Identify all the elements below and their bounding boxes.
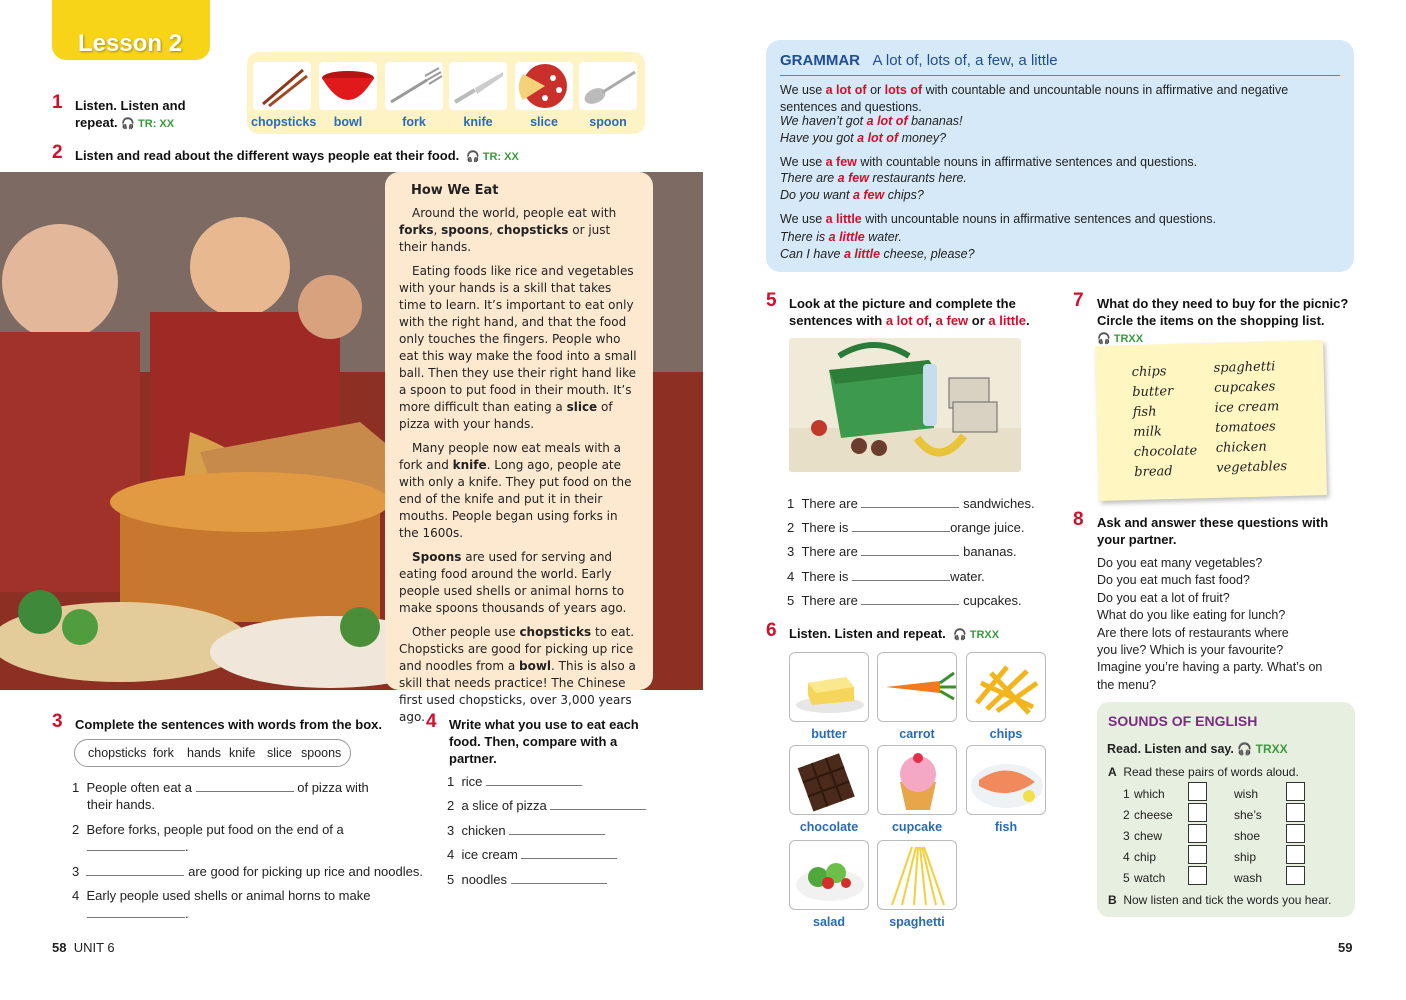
ex6-number: 6 xyxy=(766,620,777,641)
grammar-rule-2: We use a few with countable nouns in affirmative sentences and questions. xyxy=(780,155,1198,169)
ex5-item: 5 There are cupcakes. xyxy=(787,593,1022,608)
sounds-of-english-box xyxy=(1097,702,1355,917)
ex8-question: Do you eat a lot of fruit? xyxy=(1097,590,1230,605)
ex8-question: the menu? xyxy=(1097,677,1157,692)
grammar-example: Have you got a lot of money? xyxy=(780,131,947,145)
vocab-label-slice: slice xyxy=(530,115,558,129)
reading-paragraph-3: Many people now eat meals with a fork and knife. Long ago, people ate with only a knife. They put food on the end of the knife and put it in their mouths. People began using forks in the 1600s. xyxy=(399,441,632,540)
vocab-chopsticks[interactable] xyxy=(251,62,317,129)
grammar-example: There are a few restaurants here. xyxy=(780,171,967,185)
grammar-example: Can I have a little cheese, please? xyxy=(780,247,975,261)
vocab-label-knife: knife xyxy=(463,115,493,129)
ex5-blank[interactable] xyxy=(852,569,950,581)
pair-word-2: wash xyxy=(1234,871,1263,885)
pair-number: 5 xyxy=(1123,871,1130,885)
vocab-bowl[interactable] xyxy=(317,62,379,129)
vocab-label-chopsticks: chopsticks xyxy=(251,115,317,129)
food-label: chips xyxy=(989,727,1023,741)
ex8-number: 8 xyxy=(1073,509,1084,530)
pair-word-2: shoe xyxy=(1234,829,1261,843)
ex8-question: Are there lots of restaurants where xyxy=(1097,625,1289,640)
word-box-item: chopsticks xyxy=(88,746,147,760)
pair-word-2: she’s xyxy=(1234,808,1262,822)
grammar-topic: A lot of, lots of, a few, a little xyxy=(872,52,1058,69)
ex7-track[interactable]: 🎧 TRXX xyxy=(1097,333,1144,345)
ex2-track[interactable]: 🎧 TR: XX xyxy=(462,151,519,163)
ex3-number: 3 xyxy=(52,711,63,732)
ex4-blank[interactable] xyxy=(550,798,646,810)
picnic-picture xyxy=(789,338,1021,472)
ex1-track-label: TR: XX xyxy=(138,118,175,130)
ex3-sentence-2-cont: . xyxy=(87,838,189,855)
pair-word-1: chew xyxy=(1134,829,1163,843)
ex8-questions xyxy=(1097,555,1322,694)
slice-image xyxy=(515,62,573,110)
grammar-example: We haven’t got a lot of bananas! xyxy=(780,114,963,128)
ex4-number: 4 xyxy=(426,711,437,732)
pair-word-2: ship xyxy=(1234,850,1257,864)
shopping-item[interactable]: chicken xyxy=(1215,439,1267,456)
ex3-sentence-4-cont: . xyxy=(87,905,189,922)
fork-image xyxy=(385,62,443,110)
sounds-track[interactable]: 🎧 TRXX xyxy=(1237,742,1288,756)
ex5-blank[interactable] xyxy=(861,544,959,556)
shopping-item[interactable]: fish xyxy=(1132,404,1157,421)
ex3-sentence-1: 1 People often eat a of pizza with xyxy=(72,780,369,795)
ex4-item: 4 ice cream xyxy=(447,846,617,863)
shopping-item[interactable]: chocolate xyxy=(1133,443,1198,461)
word-box-item: hands xyxy=(187,746,222,760)
lesson-label: Lesson 2 xyxy=(78,30,183,57)
shopping-item[interactable]: chips xyxy=(1131,364,1167,381)
word-box-item: spoons xyxy=(301,746,342,760)
food-label: cupcake xyxy=(891,820,943,834)
ex5-item: 4 There is water. xyxy=(787,569,985,584)
shopping-item[interactable]: ice cream xyxy=(1214,399,1280,416)
ex8-question: What do you like eating for lunch? xyxy=(1097,608,1286,623)
shopping-item[interactable]: vegetables xyxy=(1216,459,1288,476)
tick-box[interactable] xyxy=(1286,866,1305,885)
ex3-sentence-4: 4 Early people used shells or animal horns to make xyxy=(72,888,371,903)
ex8-question: you live? Which is your favourite? xyxy=(1097,643,1284,658)
spoon-image xyxy=(579,62,637,110)
ex5-number: 5 xyxy=(766,290,777,311)
ex1-track[interactable]: 🎧 TR: XX xyxy=(121,118,175,130)
vocab-label-fork: fork xyxy=(402,115,426,129)
word-box xyxy=(74,739,351,767)
vocab-label-bowl: bowl xyxy=(333,115,363,129)
ex5-instruction: Look at the picture and complete the sentences with a lot of, a few or a little. xyxy=(789,296,1030,328)
ex4-item: 2 a slice of pizza xyxy=(447,797,646,814)
vocab-knife[interactable] xyxy=(447,62,509,129)
ex4-instruction: Write what you use to eat each food. Then, compare with a partner. xyxy=(449,717,639,766)
food-label: salad xyxy=(813,915,845,929)
shopping-item[interactable]: cupcakes xyxy=(1213,379,1276,396)
ex5-blank[interactable] xyxy=(861,593,959,605)
carrot-image xyxy=(877,652,957,722)
word-box-item: slice xyxy=(267,746,293,760)
tick-box[interactable] xyxy=(1286,782,1305,801)
vocabulary-strip xyxy=(247,52,645,134)
food-card-spaghetti[interactable] xyxy=(877,840,957,929)
tick-box[interactable] xyxy=(1286,803,1305,822)
tick-box[interactable] xyxy=(1188,824,1207,843)
ex2-number: 2 xyxy=(52,142,63,163)
word-box-item: knife xyxy=(229,746,256,760)
food-card-chips[interactable] xyxy=(966,652,1046,741)
ex5-blank[interactable] xyxy=(861,496,959,508)
knife-image xyxy=(449,62,507,110)
spaghetti-image xyxy=(877,840,957,910)
food-card-salad[interactable] xyxy=(789,840,869,929)
tick-box[interactable] xyxy=(1188,866,1207,885)
pair-word-1: watch xyxy=(1134,871,1166,885)
pair-word-1: which xyxy=(1134,787,1165,801)
food-label: spaghetti xyxy=(889,915,945,929)
pair-word-1: chip xyxy=(1134,850,1157,864)
grammar-rule-3: We use a little with uncountable nouns in affirmative sentences and questions. xyxy=(780,212,1216,226)
tick-box[interactable] xyxy=(1188,782,1207,801)
food-card-cupcake[interactable] xyxy=(877,745,957,834)
reading-paragraph-2: Eating foods like rice and vegetables with your hands is a skill that takes time to learn. It’s important to eat only with the right hand, and that the food only touches the fingers. People who eat this way make the food into a small ball. Then they use their right hand like a spoon to put food in their mouth. It’s more difficult than eating a slice of pizza with your hands. xyxy=(399,264,637,431)
footer-left xyxy=(52,940,115,955)
vocab-fork[interactable] xyxy=(383,62,445,129)
food-card-fish[interactable] xyxy=(966,745,1046,834)
ex8-instruction: Ask and answer these questions with your partner. xyxy=(1097,515,1329,547)
ex4-blank[interactable] xyxy=(521,847,617,859)
food-label: fish xyxy=(994,820,1018,834)
pair-number: 4 xyxy=(1123,850,1130,864)
ex1-instruction xyxy=(75,97,186,133)
lesson-tab xyxy=(52,0,210,60)
ex8-question: Imagine you’re having a party. What’s on xyxy=(1097,660,1323,675)
vocab-label-spoon: spoon xyxy=(589,115,627,129)
unit-label: UNIT 6 xyxy=(73,940,115,955)
sounds-step-b: B Now listen and tick the words you hear. xyxy=(1108,893,1332,907)
ex3-instruction: Complete the sentences with words from the box. xyxy=(75,717,382,732)
food-card-chocolate[interactable] xyxy=(789,745,869,834)
vocab-slice[interactable] xyxy=(513,62,575,129)
grammar-divider xyxy=(780,75,1340,76)
ex3-sentence-2: 2 Before forks, people put food on the end of a xyxy=(72,822,344,837)
shopping-item[interactable]: butter xyxy=(1132,383,1174,401)
food-label: carrot xyxy=(899,727,935,741)
shopping-item[interactable]: spaghetti xyxy=(1213,359,1276,376)
ex4-blank[interactable] xyxy=(511,872,607,884)
pair-word-1: cheese xyxy=(1134,808,1173,822)
ex2-instruction-text: Listen and read about the different ways people eat their food. xyxy=(75,148,460,163)
ex4-blank[interactable] xyxy=(509,823,605,835)
tick-box[interactable] xyxy=(1286,845,1305,864)
ex5-item: 1 There are sandwiches. xyxy=(787,496,1035,511)
ex3-blank-1[interactable] xyxy=(196,780,294,792)
ex5-item: 3 There are bananas. xyxy=(787,544,1017,559)
food-card-butter[interactable] xyxy=(789,652,869,741)
cupcake-image xyxy=(877,745,957,815)
grammar-heading xyxy=(780,52,1058,69)
ex3-blank-4[interactable] xyxy=(87,906,185,918)
ex6-track[interactable]: 🎧 TRXX xyxy=(953,629,1000,641)
ex4-blank[interactable] xyxy=(486,774,582,786)
pair-number: 2 xyxy=(1123,808,1130,822)
pair-number: 3 xyxy=(1123,829,1130,843)
sounds-instruction: Read. Listen and say. 🎧 TRXX xyxy=(1107,742,1288,756)
salad-image xyxy=(789,840,869,910)
grammar-example: There is a little water. xyxy=(780,230,902,244)
fish-image xyxy=(966,745,1046,815)
ex7-instruction: What do they need to buy for the picnic? Circle the items on the shopping list. 🎧 TRXX xyxy=(1097,296,1349,345)
food-card-carrot[interactable] xyxy=(877,652,957,741)
reading-paragraph-5: Other people use chopsticks to eat. Chopsticks are good for picking up rice and noodles from a bowl. This is also a skill that needs practice! The Chinese first used chopsticks, over 3,000 years ago. xyxy=(399,625,636,724)
food-label: chocolate xyxy=(799,820,859,834)
ex4-item: 3 chicken xyxy=(447,822,605,839)
reading-paragraph-1: Around the world, people eat with forks, spoons, chopsticks or just their hands. xyxy=(399,206,617,254)
ex5-blank[interactable] xyxy=(852,520,950,532)
ex4-item: 1 rice xyxy=(447,773,582,790)
sounds-title: SOUNDS OF ENGLISH xyxy=(1108,713,1258,729)
shopping-item[interactable]: milk xyxy=(1133,424,1163,441)
pair-number: 1 xyxy=(1123,787,1130,801)
shopping-item[interactable]: bread xyxy=(1134,464,1173,481)
ex3-blank-3[interactable] xyxy=(86,864,184,876)
ex1-instruction-line2: repeat. xyxy=(75,115,118,130)
tick-box[interactable] xyxy=(1188,803,1207,822)
tick-box[interactable] xyxy=(1286,824,1305,843)
ex3-sentence-1-cont: their hands. xyxy=(87,797,155,812)
chopsticks-image xyxy=(253,62,311,110)
reading-paragraph-4: Spoons are used for serving and eating food around the world. Early people used shells or animal horns to make spoons thousands of years ago. xyxy=(399,550,627,615)
shopping-list-note xyxy=(1095,340,1327,501)
ex3-sentence-3: 3 are good for picking up rice and noodles. xyxy=(72,864,423,879)
ex5-item: 2 There is orange juice. xyxy=(787,520,1025,535)
reading-title: How We Eat xyxy=(411,183,499,198)
ex3-blank-2[interactable] xyxy=(87,839,185,851)
grammar-label: GRAMMAR xyxy=(780,52,860,69)
vocab-spoon[interactable] xyxy=(577,62,639,129)
grammar-example: Do you want a few chips? xyxy=(780,188,924,202)
grammar-rule-1: We use a lot of or lots of with countable and uncountable nouns in affirmative and negative sentences and questions. xyxy=(780,83,1289,114)
ex1-number: 1 xyxy=(52,92,63,113)
butter-image xyxy=(789,652,869,722)
tick-box[interactable] xyxy=(1188,845,1207,864)
word-box-item: fork xyxy=(153,746,174,760)
chocolate-image xyxy=(789,745,869,815)
bowl-image xyxy=(319,62,377,110)
shopping-item[interactable]: tomatoes xyxy=(1215,419,1276,436)
page-number-right: 59 xyxy=(1338,940,1353,955)
ex2-instruction xyxy=(75,147,519,166)
ex6-instruction: Listen. Listen and repeat. 🎧 TRXX xyxy=(789,626,1000,641)
ex8-question: Do you eat many vegetables? xyxy=(1097,556,1263,570)
ex8-question: Do you eat much fast food? xyxy=(1097,573,1250,588)
pair-word-2: wish xyxy=(1234,787,1259,801)
page-number-left: 58 xyxy=(52,940,67,955)
sounds-step-a: A Read these pairs of words aloud. xyxy=(1108,765,1299,779)
reading-text-panel xyxy=(385,172,653,724)
ex1-instruction-line1: Listen. Listen and xyxy=(75,98,186,113)
food-label: butter xyxy=(811,727,847,741)
ex4-item: 5 noodles xyxy=(447,871,607,888)
ex2-track-label: TR: XX xyxy=(482,151,519,163)
chips-image xyxy=(966,652,1046,722)
ex7-number: 7 xyxy=(1073,290,1084,311)
